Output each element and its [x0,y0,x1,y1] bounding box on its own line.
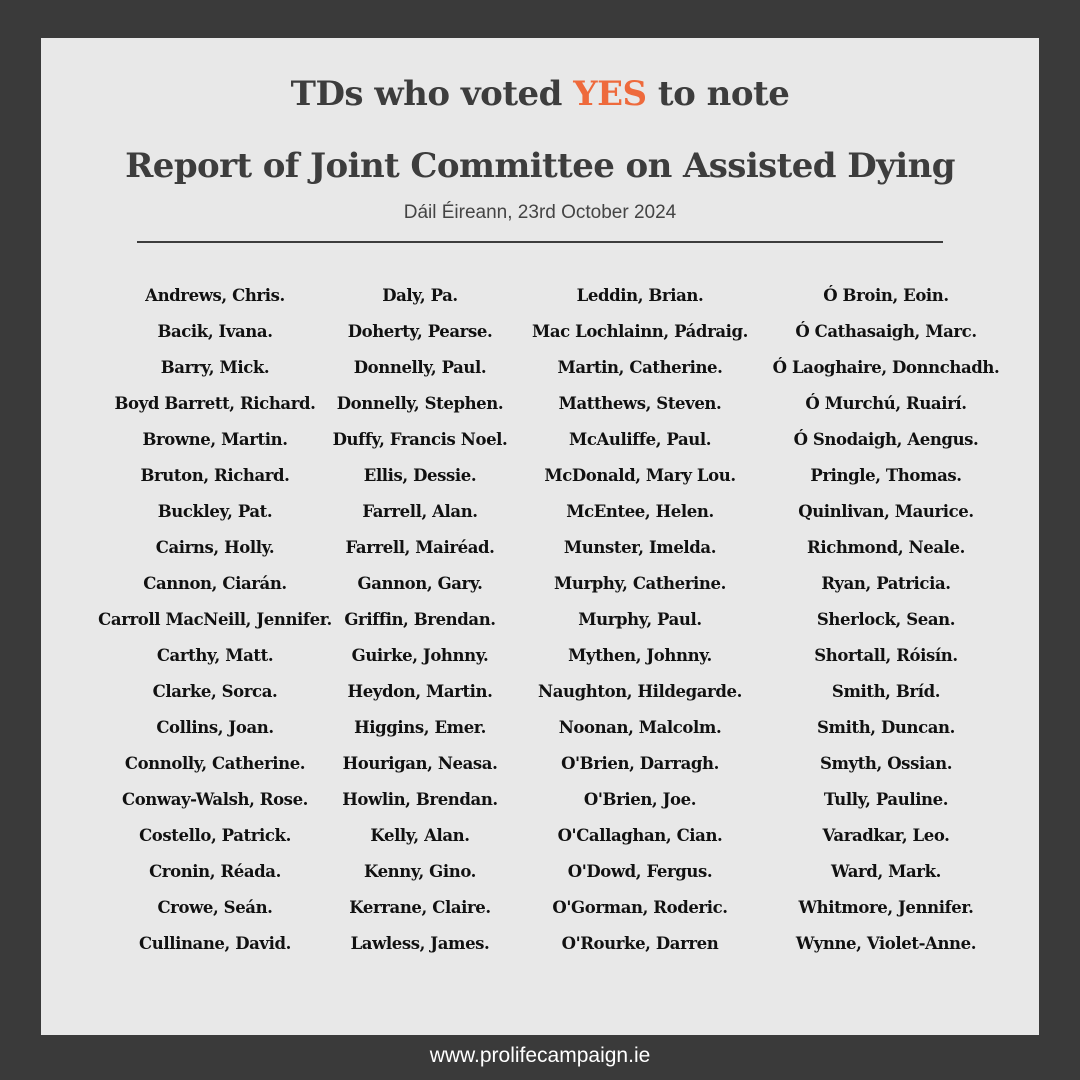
td-name: Noonan, Malcolm. [558,718,722,737]
td-name: Mac Lochlainn, Pádraig. [531,322,749,341]
td-name: Boyd Barrett, Richard. [114,394,316,413]
td-name: Ward, Mark. [831,862,941,881]
td-name: Kerrane, Claire. [349,898,491,917]
title-highlight: YES [573,74,647,114]
td-name: Smith, Duncan. [817,718,955,737]
td-name: McEntee, Helen. [566,502,714,521]
td-name: Buckley, Pat. [157,502,273,521]
td-name: Wynne, Violet-Anne. [795,934,977,953]
td-name: Farrell, Mairéad. [345,538,495,557]
td-name: Farrell, Alan. [362,502,478,521]
td-name: Kenny, Gino. [364,862,476,881]
td-name: Donnelly, Paul. [353,358,487,377]
td-name: Ellis, Dessie. [363,466,477,485]
td-name: Cannon, Ciarán. [143,574,287,593]
td-name: Kelly, Alan. [370,826,470,845]
td-name: Martin, Catherine. [557,358,723,377]
td-name: Gannon, Gary. [357,574,483,593]
td-name: O'Gorman, Roderic. [552,898,728,917]
td-name: Browne, Martin. [142,430,288,449]
td-name: Ó Cathasaigh, Marc. [795,322,977,341]
td-name: Conway-Walsh, Rose. [121,790,309,809]
td-name: O'Brien, Joe. [583,790,697,809]
td-name: Munster, Imelda. [563,538,717,557]
td-name: Ryan, Patricia. [821,574,951,593]
td-name: Lawless, James. [350,934,490,953]
td-name: Griffin, Brendan. [344,610,496,629]
names-column-3 [507,284,773,968]
td-name: Smyth, Ossian. [819,754,953,773]
td-name: Matthews, Steven. [558,394,722,413]
title-prefix: TDs who voted [290,74,574,114]
td-name: Whitmore, Jennifer. [798,898,974,917]
td-name: Hourigan, Neasa. [342,754,498,773]
td-name: Barry, Mick. [160,358,270,377]
td-name: Andrews, Chris. [145,286,285,305]
td-name: Ó Snodaigh, Aengus. [793,430,979,449]
page-title [41,72,1039,116]
td-name: Carthy, Matt. [156,646,274,665]
title-suffix: to note [646,74,790,114]
td-name: McAuliffe, Paul. [568,430,712,449]
td-name: Higgins, Emer. [354,718,486,737]
td-name: Naughton, Hildegarde. [538,682,742,701]
td-name: Cairns, Holly. [155,538,275,557]
td-name: Mythen, Johnny. [568,646,712,665]
footer-url: www.prolifecampaign.ie [429,1044,651,1067]
td-name: Cullinane, David. [139,934,291,953]
td-name: Howlin, Brendan. [342,790,498,809]
names-column-2 [305,284,535,968]
td-name: Clarke, Sorca. [152,682,278,701]
td-name: Varadkar, Leo. [822,826,950,845]
td-name: O'Rourke, Darren [561,934,719,953]
td-name: Quinlivan, Maurice. [798,502,974,521]
td-name: Heydon, Martin. [347,682,493,701]
td-name: Bruton, Richard. [140,466,290,485]
td-name: Ó Murchú, Ruairí. [805,394,967,413]
td-name: Daly, Pa. [382,286,458,305]
td-name: Crowe, Seán. [157,898,273,917]
td-name: Costello, Patrick. [139,826,291,845]
content-card [41,38,1039,1035]
td-name: Cronin, Réada. [149,862,281,881]
td-name: Pringle, Thomas. [810,466,962,485]
names-column-4 [759,284,1013,968]
td-name: O'Callaghan, Cian. [557,826,723,845]
td-name: Guirke, Johnny. [351,646,489,665]
td-name: Carroll MacNeill, Jennifer. [98,610,332,629]
td-name: Collins, Joan. [156,718,274,737]
td-name: Connolly, Catherine. [124,754,306,773]
td-name: Doherty, Pearse. [347,322,493,341]
page-subtitle: Dáil Éireann, 23rd October 2024 [403,202,677,223]
td-name: O'Dowd, Fergus. [567,862,713,881]
td-name: Shortall, Róisín. [814,646,958,665]
td-name: Murphy, Paul. [578,610,702,629]
td-name: Tully, Pauline. [823,790,949,809]
td-name: Murphy, Catherine. [554,574,726,593]
td-name: McDonald, Mary Lou. [544,466,736,485]
td-name: Ó Broin, Eoin. [823,286,949,305]
td-name: Leddin, Brian. [576,286,704,305]
td-name: O'Brien, Darragh. [561,754,719,773]
td-name: Donnelly, Stephen. [336,394,504,413]
divider [137,241,943,243]
td-name: Ó Laoghaire, Donnchadh. [772,358,1000,377]
td-name: Richmond, Neale. [807,538,965,557]
td-name: Duffy, Francis Noel. [332,430,508,449]
td-name: Sherlock, Sean. [816,610,956,629]
td-name: Smith, Bríd. [831,682,941,701]
page-title-line2: Report of Joint Committee on Assisted Dying [125,146,955,186]
td-name: Bacik, Ivana. [157,322,273,341]
